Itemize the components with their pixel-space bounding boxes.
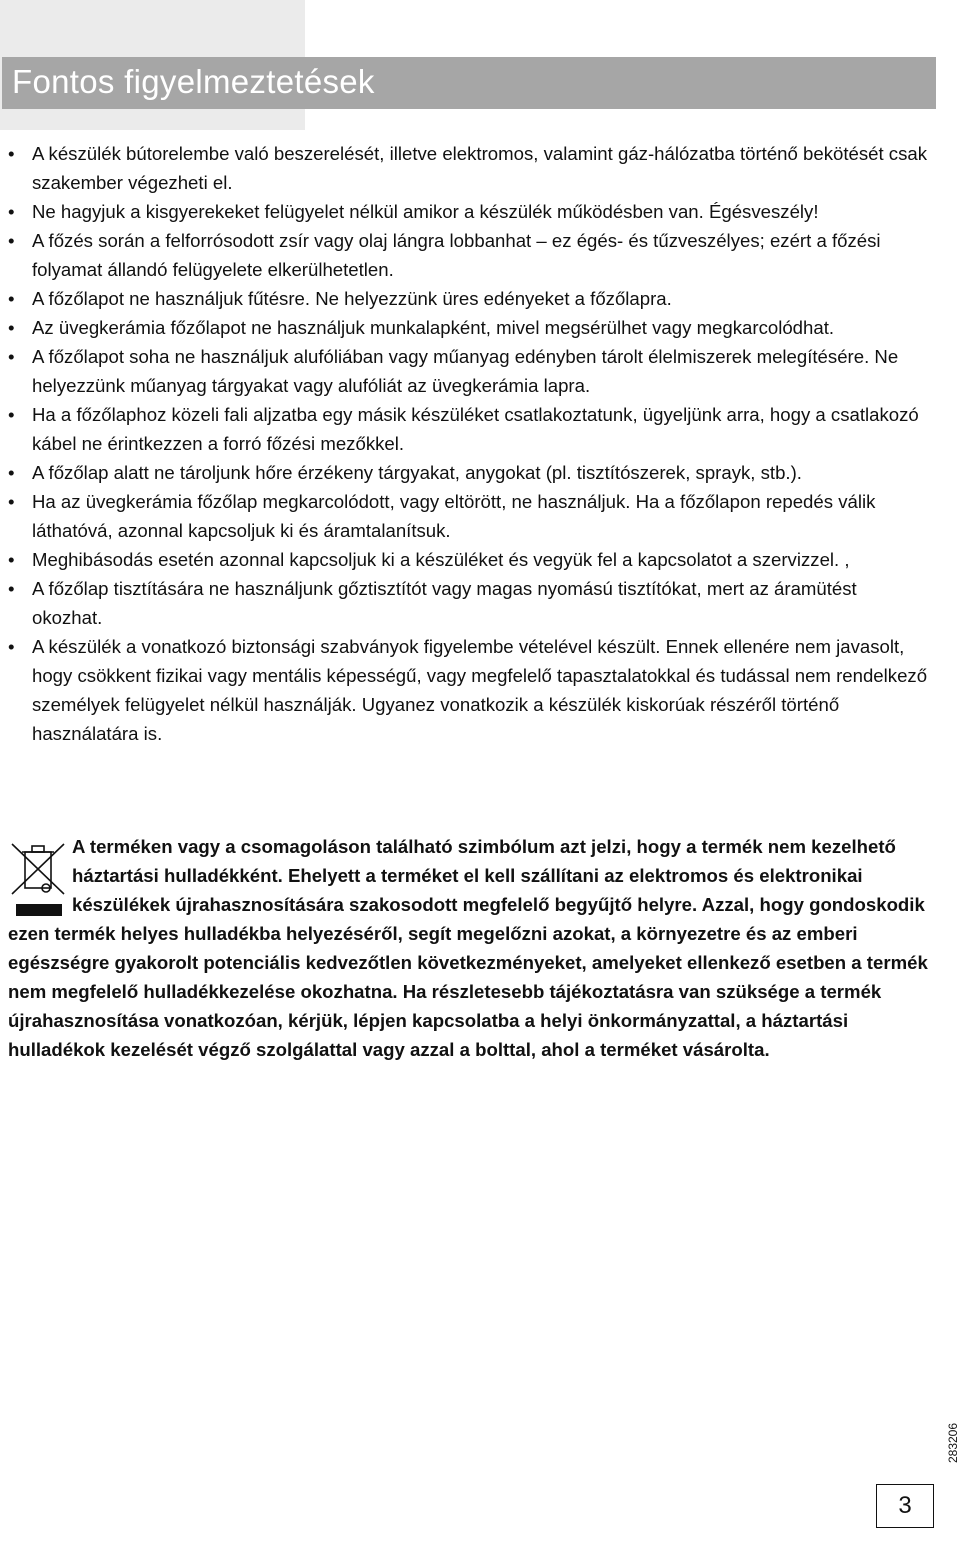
bullet: • bbox=[8, 462, 15, 483]
warning-item bbox=[8, 574, 928, 632]
warning-item bbox=[8, 313, 928, 342]
warning-text: A készülék a vonatkozó biztonsági szabványok figyelembe vételével készült. Ennek ellenére nem javasolt, hogy csökkent fizikai vagy mentális képességű, vagy megfelelő tapasztalatokkal és tudással nem rendelkező személyek felügyelet nélkül használják. Ugyanez vonatkozik a készülék kiskorúak részéről történő használatára is. bbox=[32, 636, 928, 744]
warning-item bbox=[8, 400, 928, 458]
page-title: Fontos figyelmeztetések bbox=[12, 63, 375, 100]
weee-notice bbox=[8, 832, 928, 1064]
warning-item bbox=[8, 632, 928, 748]
warnings-list bbox=[8, 139, 928, 748]
warning-item bbox=[8, 197, 928, 226]
warning-text: Ha az üvegkerámia főzőlap megkarcolódott, vagy eltörött, ne használjuk. Ha a főzőlapon repedés válik láthatóvá, azonnal kapcsoljuk ki és áramtalanítsuk. bbox=[32, 491, 876, 541]
warning-text: A főzőlap tisztítására ne használjunk gőztisztítót vagy magas nyomású tisztítókat, mert az áramütést okozhat. bbox=[32, 578, 857, 628]
warning-text: A főzőlap alatt ne tároljunk hőre érzékeny tárgyakat, anygokat (pl. tisztítószerek, sprayk, stb.). bbox=[32, 462, 802, 483]
bullet: • bbox=[8, 201, 15, 222]
bullet: • bbox=[8, 317, 15, 338]
warning-text: A készülék bútorelembe való beszerelését, illetve elektromos, valamint gáz-hálózatba történő bekötését csak szakember végezheti el. bbox=[32, 143, 928, 193]
warning-text: A főzőlapot ne használjuk fűtésre. Ne helyezzünk üres edényeket a főzőlapra. bbox=[32, 288, 672, 309]
warning-item bbox=[8, 545, 928, 574]
weee-text: A terméken vagy a csomagoláson található szimbólum azt jelzi, hogy a termék nem kezelhető háztartási hulladékként. Ehelyett a terméket el kell szállítani az elektromos és elektronikai készülékek újrahasznosítására szakosodott megfelelő begyűjtő helyre. Azzal, hogy gondoskodik ezen termék helyes hulladékba helyezéséről, segít megelőzni azokat, a környezetre és az emberi egészségre gyakorolt potenciális kedvezőtlen következményeket, amelyeket ellenkező esetben a termék nem megfelelő hulladékkezelése okozhatna. Ha részletesebb tájékoztatásra van szüksége a termék újrahasznosítása vonatkozóan, kérjük, lépjen kapcsolatba a helyi önkormányzattal, a háztartási hulladékok kezelését végző szolgálattal vagy azzal a bolttal, ahol a terméket vásárolta. bbox=[8, 836, 928, 1060]
warning-item bbox=[8, 487, 928, 545]
bullet: • bbox=[8, 230, 15, 251]
warning-item bbox=[8, 139, 928, 197]
bullet: • bbox=[8, 346, 15, 367]
warning-item bbox=[8, 284, 928, 313]
document-code bbox=[936, 1418, 960, 1468]
page-number: 3 bbox=[876, 1484, 934, 1528]
warning-text: Ha a főzőlaphoz közeli fali aljzatba egy másik készüléket csatlakoztatunk, ügyeljünk arra, hogy a csatlakozó kábel ne érintkezzen a forró főzési mezőkkel. bbox=[32, 404, 919, 454]
bullet: • bbox=[8, 636, 15, 657]
warning-item bbox=[8, 342, 928, 400]
bullet: • bbox=[8, 578, 15, 599]
warning-text: A főzőlapot soha ne használjuk alufóliában vagy műanyag edényben tárolt élelmiszerek melegítésére. Ne helyezzünk műanyag tárgyakat vagy alufóliát az üvegkerámia lapra. bbox=[32, 346, 899, 396]
bullet: • bbox=[8, 404, 15, 425]
warning-text: Az üvegkerámia főzőlapot ne használjuk munkalapként, mivel megsérülhet vagy megkarcolódhat. bbox=[32, 317, 835, 338]
bullet: • bbox=[8, 549, 15, 570]
warning-item bbox=[8, 458, 928, 487]
document-code-text: 283206 bbox=[946, 1422, 960, 1464]
bullet: • bbox=[8, 288, 15, 309]
warning-text: Ne hagyjuk a kisgyerekeket felügyelet nélkül amikor a készülék működésben van. Égésveszély! bbox=[32, 201, 819, 222]
warning-item bbox=[8, 226, 928, 284]
bullet: • bbox=[8, 491, 15, 512]
crossed-out-wheelie-bin-icon bbox=[8, 832, 70, 918]
bullet: • bbox=[8, 143, 15, 164]
warning-text: A főzés során a felforrósodott zsír vagy olaj lángra lobbanhat – ez égés- és tűzveszélyes; ezért a főzési folyamat állandó felügyelete elkerülhetetlen. bbox=[32, 230, 881, 280]
warning-text: Meghibásodás esetén azonnal kapcsoljuk ki a készüléket és vegyük fel a kapcsolatot a szervizzel. , bbox=[32, 549, 850, 570]
title-bar bbox=[2, 57, 936, 109]
